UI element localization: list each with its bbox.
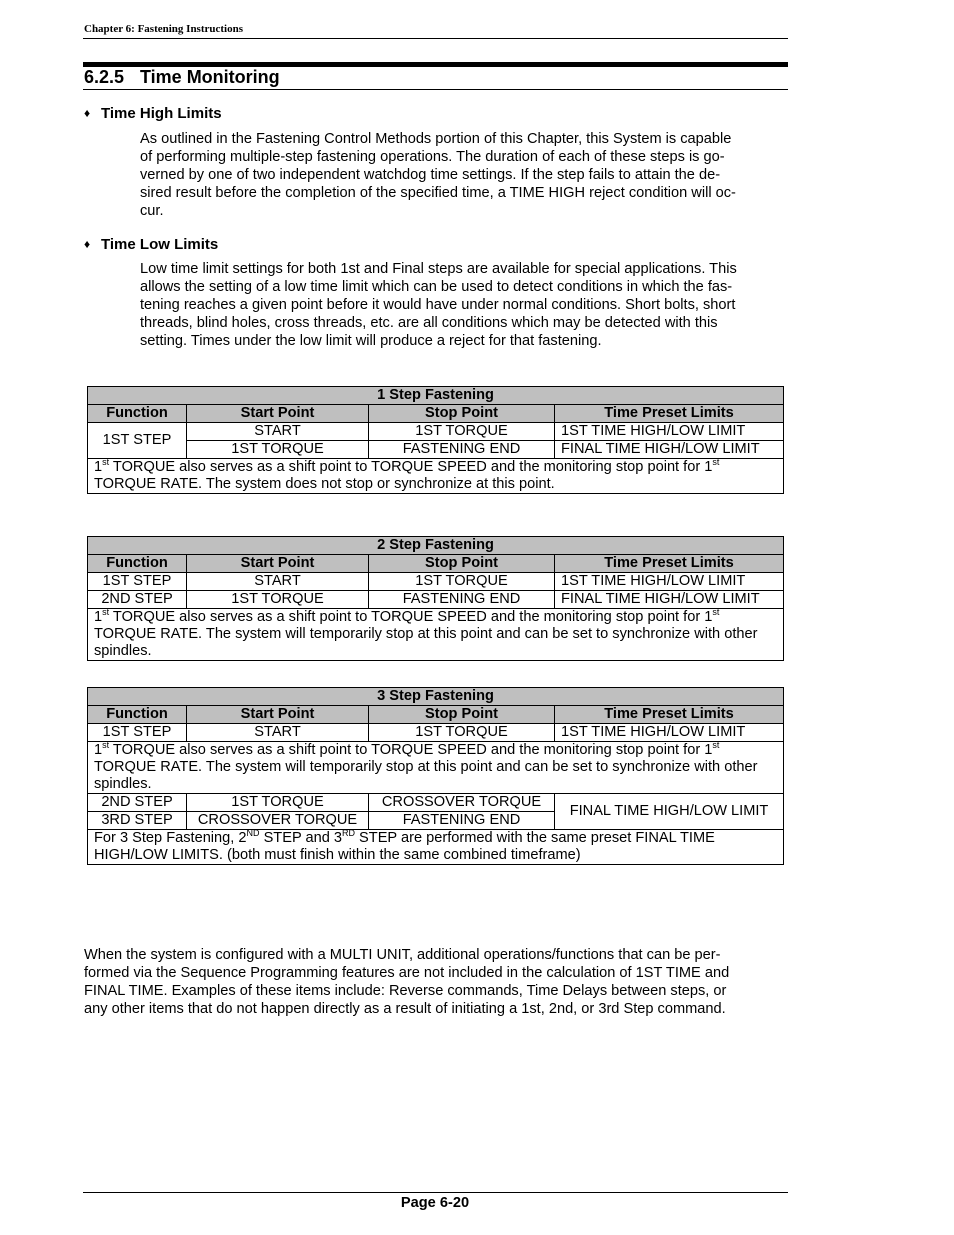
stop-point-cell: CROSSOVER TORQUE — [369, 794, 555, 812]
stop-point-cell: FASTENING END — [369, 591, 555, 609]
table-row — [88, 573, 784, 591]
stop-point-cell: 1ST TORQUE — [369, 573, 555, 591]
section-rule-thin — [83, 89, 788, 90]
bullet-time-high — [84, 105, 222, 122]
col-header-start-point: Start Point — [187, 405, 369, 423]
stop-point-cell: FASTENING END — [369, 441, 555, 459]
start-point-cell: 1ST TORQUE — [187, 441, 369, 459]
function-cell: 1ST STEP — [88, 573, 187, 591]
function-cell: 1ST STEP — [88, 724, 187, 742]
col-header-stop-point: Stop Point — [369, 706, 555, 724]
section-number: 6.2.5 — [84, 67, 125, 87]
chapter-header: Chapter 6: Fastening Instructions — [84, 23, 244, 35]
paragraph-line: When the system is configured with a MULTI UNIT, additional operations/functions that can be per- — [84, 947, 721, 963]
paragraph-line: setting. Times under the low limit will produce a reject for that fastening. — [140, 333, 602, 349]
table-note: 1st TORQUE also serves as a shift point to TORQUE SPEED and the monitoring stop point for 1st TORQUE RATE. The system will temporarily stop at this point and can be set to synchronize with other spindles. — [88, 742, 784, 794]
col-header-start-point: Start Point — [187, 706, 369, 724]
table-note: 1st TORQUE also serves as a shift point to TORQUE SPEED and the monitoring stop point for 1st TORQUE RATE. The system does not stop or synchronize at this point. — [88, 459, 784, 494]
paragraph-line: FINAL TIME. Examples of these items include: Reverse commands, Time Delays between steps, or — [84, 983, 727, 999]
table-note-row — [88, 459, 784, 494]
col-header-time-preset-limits: Time Preset Limits — [555, 555, 784, 573]
start-point-cell: 1ST TORQUE — [187, 591, 369, 609]
stop-point-cell: FASTENING END — [369, 812, 555, 830]
paragraph-line: formed via the Sequence Programming features are not included in the calculation of 1ST TIME and — [84, 965, 730, 981]
start-point-cell: 1ST TORQUE — [187, 794, 369, 812]
start-point-cell: START — [187, 423, 369, 441]
header-rule — [83, 38, 788, 39]
paragraph-line: cur. — [140, 203, 164, 219]
col-header-time-preset-limits: Time Preset Limits — [555, 405, 784, 423]
paragraph-line: any other items that do not happen directly as a result of initiating a 1st, 2nd, or 3rd Step command. — [84, 1001, 726, 1017]
time-limit-cell: 1ST TIME HIGH/LOW LIMIT — [555, 423, 784, 441]
table-row — [88, 724, 784, 742]
function-cell: 2ND STEP — [88, 794, 187, 812]
table-note-row — [88, 609, 784, 661]
footer-rule — [83, 1192, 788, 1193]
col-header-function: Function — [88, 405, 187, 423]
diamond-bullet-icon: ♦ — [84, 237, 91, 251]
time-limit-cell: 1ST TIME HIGH/LOW LIMIT — [555, 573, 784, 591]
paragraph-line: verned by one of two independent watchdog time settings. If the step fails to attain the de- — [140, 167, 721, 183]
paragraph-line: tening reaches a given point before it would have under normal conditions. Short bolts, short — [140, 297, 736, 313]
table-row — [88, 423, 784, 441]
page-number: Page 6-20 — [400, 1195, 470, 1211]
function-cell: 1ST STEP — [88, 423, 187, 459]
table-note: 1st TORQUE also serves as a shift point to TORQUE SPEED and the monitoring stop point for 1st TORQUE RATE. The system will temporarily stop at this point and can be set to synchronize with other spindles. — [88, 609, 784, 661]
paragraph-line: allows the setting of a low time limit which can be used to detect conditions in which the fas- — [140, 279, 733, 295]
two-step-fastening-table — [87, 536, 784, 661]
paragraph-line: Low time limit settings for both 1st and Final steps are available for special applications. This — [140, 261, 737, 277]
merged-time-limit-cell: FINAL TIME HIGH/LOW LIMIT — [555, 794, 784, 830]
table-title: 1 Step Fastening — [88, 387, 784, 405]
col-header-function: Function — [88, 555, 187, 573]
table-row — [88, 794, 784, 812]
col-header-start-point: Start Point — [187, 555, 369, 573]
paragraph-line: of performing multiple-step fastening operations. The duration of each of these steps is go- — [140, 149, 725, 165]
paragraph-line: As outlined in the Fastening Control Methods portion of this Chapter, this System is capable — [140, 131, 732, 147]
function-cell: 3RD STEP — [88, 812, 187, 830]
table-row — [88, 591, 784, 609]
time-low-paragraph — [140, 260, 786, 350]
col-header-time-preset-limits: Time Preset Limits — [555, 706, 784, 724]
paragraph-line: sired result before the completion of the specified time, a TIME HIGH reject condition will oc- — [140, 185, 736, 201]
stop-point-cell: 1ST TORQUE — [369, 724, 555, 742]
bullet-title: Time High Limits — [101, 105, 222, 122]
time-limit-cell: FINAL TIME HIGH/LOW LIMIT — [555, 591, 784, 609]
stop-point-cell: 1ST TORQUE — [369, 423, 555, 441]
time-limit-cell: 1ST TIME HIGH/LOW LIMIT — [555, 724, 784, 742]
table-row — [88, 441, 784, 459]
paragraph-line: threads, blind holes, cross threads, etc. are all conditions which may be detected with this — [140, 315, 718, 331]
time-high-paragraph — [140, 130, 786, 220]
three-step-fastening-table — [87, 687, 784, 865]
diamond-bullet-icon: ♦ — [84, 106, 91, 120]
table-title: 3 Step Fastening — [88, 688, 784, 706]
start-point-cell: START — [187, 724, 369, 742]
one-step-fastening-table — [87, 386, 784, 494]
section-title-text: Time Monitoring — [140, 67, 280, 87]
bullet-title: Time Low Limits — [101, 236, 219, 253]
start-point-cell: START — [187, 573, 369, 591]
function-cell: 2ND STEP — [88, 591, 187, 609]
bullet-time-low — [84, 236, 218, 253]
section-title — [84, 67, 280, 88]
col-header-function: Function — [88, 706, 187, 724]
multi-unit-paragraph — [84, 946, 784, 1018]
col-header-stop-point: Stop Point — [369, 555, 555, 573]
table-title: 2 Step Fastening — [88, 537, 784, 555]
table-note-row — [88, 830, 784, 865]
table-note: For 3 Step Fastening, 2ND STEP and 3RD STEP are performed with the same preset FINAL TIME HIGH/LOW LIMITS. (both must finish within the same combined timeframe) — [88, 830, 784, 865]
time-limit-cell: FINAL TIME HIGH/LOW LIMIT — [555, 441, 784, 459]
start-point-cell: CROSSOVER TORQUE — [187, 812, 369, 830]
col-header-stop-point: Stop Point — [369, 405, 555, 423]
table-note-row — [88, 742, 784, 794]
